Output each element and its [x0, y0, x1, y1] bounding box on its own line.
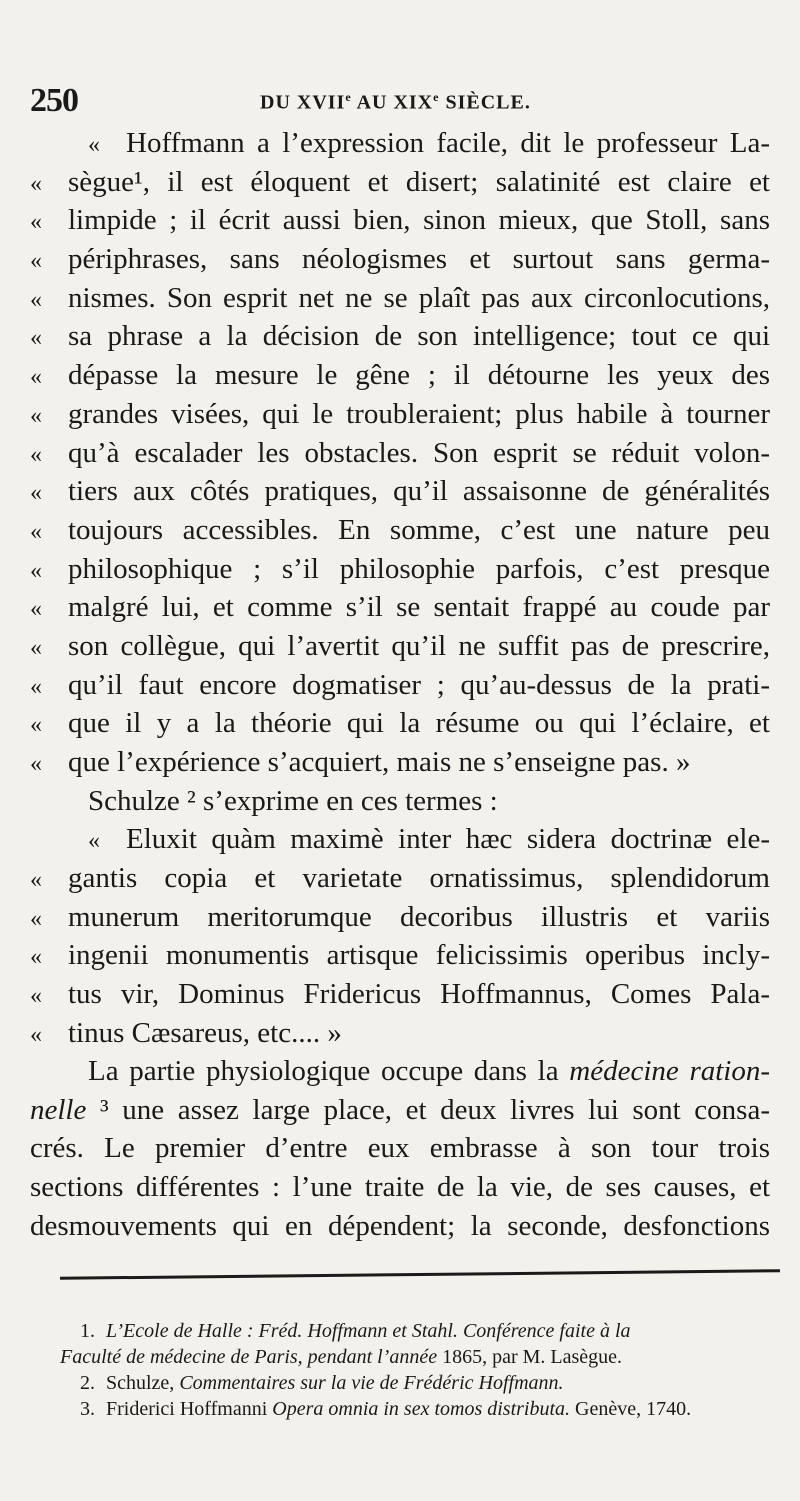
quote-mark: « — [30, 634, 42, 661]
line-text: toujours accessibles. En somme, c’est une nature peu — [68, 513, 770, 546]
line-text: nismes. Son esprit net ne se plaît pas aux circonlocutions, — [68, 281, 770, 314]
quote-mark: « — [30, 712, 42, 739]
text-line — [30, 240, 770, 279]
quote-mark: « — [30, 867, 42, 894]
text-line — [30, 627, 770, 666]
page-header — [30, 82, 760, 122]
line-text: ingenii monumentis artisque felicissimis operibus incly- — [68, 939, 770, 972]
text-line — [30, 201, 770, 240]
footnote-2: 2. Schulze, Commentaires sur la vie de Frédéric Hoffmann. — [80, 1372, 564, 1394]
line-text: sa phrase a la décision de son intelligence; tout ce qui — [68, 320, 770, 353]
quote-mark: « — [30, 944, 42, 971]
paragraph-physiology — [30, 1052, 770, 1245]
line-text: qu’à escalader les obstacles. Son esprit se réduit volon- — [68, 436, 770, 469]
line-text: tus vir, Dominus Fridericus Hoffmannus, Comes Pala- — [68, 978, 770, 1011]
line-text: munerum meritorumque decoribus illustris et variis — [68, 900, 770, 933]
text-line — [30, 163, 770, 202]
quote-mark: « — [30, 441, 42, 468]
page-number: 250 — [30, 82, 78, 119]
quote-mark: « — [30, 209, 42, 236]
text-line — [30, 859, 770, 898]
text-line — [30, 434, 770, 473]
text-line — [30, 124, 770, 163]
quote-mark: « — [30, 751, 42, 777]
line-text: que l’expérience s’acquiert, mais ne s’enseigne pas. » — [68, 746, 691, 778]
quote-mark: « — [30, 1021, 42, 1048]
line-text: sègue¹, il est éloquent et disert; salatinité est claire et — [68, 165, 770, 198]
quote-mark: « — [30, 557, 42, 584]
text-line — [30, 975, 770, 1014]
text-line — [30, 511, 770, 550]
quote-mark: « — [30, 286, 42, 313]
quote-mark: « — [30, 364, 42, 391]
quote-mark: « — [88, 828, 100, 855]
quote-mark: « — [30, 402, 42, 429]
text-line — [30, 704, 770, 743]
line-text: tiers aux côtés pratiques, qu’il assaisonne de généralités — [68, 475, 770, 508]
line-text: gantis copia et varietate ornatissimus, splendidorum — [68, 862, 770, 895]
quote-mark: « — [30, 905, 42, 932]
footnote-1: 1. L’Ecole de Halle : Fréd. Hoffmann et Stahl. Conférence faite à la — [80, 1320, 631, 1342]
text-line: desmouvements qui en dépendent; la seconde, desfonctions — [30, 1209, 770, 1242]
text-line — [30, 1014, 770, 1053]
text-line — [30, 317, 770, 356]
quote-mark: « — [30, 248, 42, 275]
line-text: grandes visées, qui le troubleraient; plus habile à tourner — [68, 397, 770, 430]
text-line — [30, 395, 770, 434]
quote-mark: « — [88, 132, 100, 158]
text-line — [30, 820, 770, 859]
page-body — [30, 124, 770, 1053]
quote-mark: « — [30, 983, 42, 1010]
quote-mark: « — [30, 673, 42, 700]
text-line — [30, 782, 770, 821]
line-text: qu’il faut encore dogmatiser ; qu’au-dessus de la prati- — [68, 668, 770, 701]
text-line: crés. Le premier d’entre eux embrasse à son tour trois — [30, 1132, 770, 1165]
text-line — [30, 588, 770, 627]
quote-mark: « — [30, 518, 42, 545]
quote-mark: « — [30, 480, 42, 507]
text-line — [30, 898, 770, 937]
footnote-rule — [60, 1269, 780, 1280]
line-text: Schulze ² s’exprime en ces termes : — [88, 784, 498, 817]
line-text: Eluxit quàm maximè inter hæc sidera doctrinæ ele- — [126, 823, 770, 856]
footnote-3: 3. Friderici Hoffmanni Opera omnia in sex tomos distributa. Genève, 1740. — [80, 1398, 692, 1420]
text-line — [30, 279, 770, 318]
text-line — [30, 936, 770, 975]
line-text: malgré lui, et comme s’il se sentait frappé au coude par — [68, 591, 770, 624]
line-text: son collègue, qui l’avertit qu’il ne suffit pas de prescrire, — [68, 629, 770, 662]
line-text: que il y a la théorie qui la résume ou qui l’éclaire, et — [68, 707, 770, 740]
text-line — [30, 472, 770, 511]
text-line — [30, 550, 770, 589]
running-head: DU XVIIe AU XIXe SIÈCLE. — [260, 90, 531, 114]
text-line: nelle ³ une assez large place, et deux livres lui sont consa- — [30, 1093, 770, 1126]
line-text: tinus Cæsareus, etc.... » — [68, 1016, 342, 1049]
text-line — [30, 743, 770, 782]
line-text: limpide ; il écrit aussi bien, sinon mieux, que Stoll, sans — [68, 204, 770, 237]
text-line — [30, 356, 770, 395]
text-line — [30, 666, 770, 705]
line-text: dépasse la mesure le gêne ; il détourne les yeux des — [68, 359, 770, 392]
line-text: philosophique ; s’il philosophie parfois, c’est presque — [68, 552, 770, 585]
quote-mark: « — [30, 170, 42, 197]
footnote-1-cont: Faculté de médecine de Paris, pendant l’année 1865, par M. Lasègue. — [60, 1346, 623, 1368]
quote-mark: « — [30, 596, 42, 623]
quote-mark: « — [30, 325, 42, 352]
text-line: sections différentes : l’une traite de la vie, de ses causes, et — [30, 1171, 770, 1204]
line-text: Hoffmann a l’expression facile, dit le professeur La- — [126, 127, 770, 159]
text-line: La partie physiologique occupe dans la médecine ration- — [88, 1055, 770, 1087]
footnotes — [60, 1318, 770, 1422]
line-text: périphrases, sans néologismes et surtout sans germa- — [68, 243, 770, 276]
